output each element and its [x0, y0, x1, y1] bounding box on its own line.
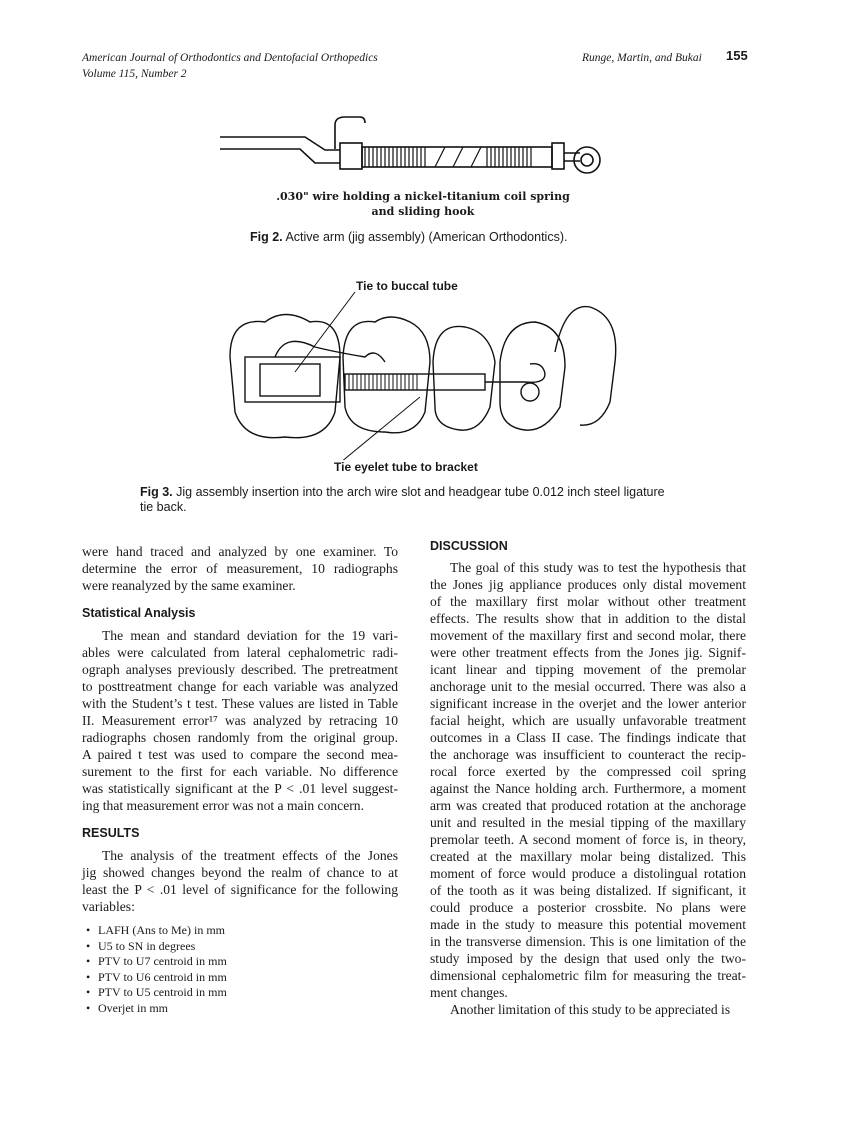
text-line: to posttreatment change for each variable was analyzed — [82, 679, 398, 694]
text-line: the Jones jig appliance produces only distal movement — [430, 577, 746, 592]
paragraph-discussion — [430, 559, 746, 1001]
text-line: against the Nance holding arch. Furthermore, a moment — [430, 781, 746, 796]
coil-spring — [365, 147, 531, 167]
paragraph-results — [82, 847, 398, 915]
figure-2-caption-text: Active arm (jig assembly) (American Orthodontics). — [285, 230, 568, 244]
figure-3-teeth-drawing — [225, 292, 625, 460]
figure-3-label: Fig 3. — [140, 485, 173, 499]
text-line: II. Measurement error¹⁷ was analyzed by retracing 10 — [82, 713, 398, 728]
text-line: outcomes in a Class II case. The findings indicate that — [430, 730, 746, 745]
text-line: facial height, which are usually unfavorable treatment — [430, 713, 746, 728]
list-item: • LAFH (Ans to Me) in mm — [86, 923, 225, 937]
figure-2-annotation — [273, 189, 573, 219]
text-line: in the transverse dimension. This is one limitation of the — [430, 934, 746, 949]
text-line: The goal of this study was to test the hypothesis that — [450, 560, 746, 575]
list-item-text: LAFH (Ans to Me) in mm — [98, 923, 225, 937]
list-item-text: PTV to U7 centroid in mm — [98, 954, 227, 969]
text-line: could produce a posterior crossbite. No plans were — [430, 900, 746, 915]
text-line: premolar teeth. A second moment of force is, in theory, — [430, 832, 746, 847]
left-column — [82, 543, 398, 1017]
text-line: ment changes. — [430, 985, 508, 1000]
figure-2-jig-drawing — [215, 115, 605, 195]
text-line: unit and resulted in the mesial tipping of the maxillary — [430, 815, 746, 830]
paragraph-statistical-analysis — [82, 627, 398, 814]
text-line: moment of force would produce a distolingual rotation — [430, 866, 746, 881]
text-line: made in the study to measure this potential movement — [430, 917, 746, 932]
text-line: determine the error of measurement, 10 radiographs — [82, 561, 398, 576]
text-line: significant increase in the overjet and the lower anterior — [430, 696, 746, 711]
list-item: • PTV to U6 centroid in mm — [86, 969, 227, 984]
header-authors: Runge, Martin, and Bukai — [582, 52, 702, 64]
figure-3-label-bottom: Tie eyelet tube to bracket — [334, 460, 478, 474]
text-line: anchorage unit to the mesial occurred. There was also a — [430, 679, 746, 694]
text-line: Another limitation of this study to be appreciated is — [450, 1002, 731, 1017]
list-item-text: PTV to U5 centroid in mm — [98, 985, 227, 1000]
text-line: The analysis of the treatment effects of the Jones — [102, 848, 398, 863]
section-heading-statistical-analysis: Statistical Analysis — [82, 606, 196, 620]
text-line: study imposed by the design that used only the two- — [430, 951, 746, 966]
page-number: 155 — [726, 48, 748, 63]
journal-volume: Volume 115, Number 2 — [82, 68, 187, 80]
list-item: • Overjet in mm — [86, 1000, 168, 1015]
text-line: of the tooth as it was being distalized. If significant, it — [430, 883, 746, 898]
text-line: The mean and standard deviation for the 19 vari- — [102, 628, 398, 643]
text-line: radiographs chosen randomly from the original group. — [82, 730, 398, 745]
list-item: • PTV to U5 centroid in mm — [86, 985, 227, 1000]
list-item-text: Overjet in mm — [98, 1000, 168, 1015]
text-line: created at the maxillary molar being distalized. This — [430, 849, 746, 864]
journal-title: American Journal of Orthodontics and Dentofacial Orthopedics — [82, 52, 378, 64]
text-line: ables were calculated from lateral cephalometric radi- — [82, 645, 398, 660]
figure-3-coil-spring — [349, 374, 417, 390]
figure-2-annotation-line-1: .030" wire holding a nickel-titanium coil spring — [276, 190, 570, 203]
text-line: ograph analyses previously described. The pretreatment — [82, 662, 398, 677]
list-item: • U5 to SN in degrees — [86, 938, 196, 953]
running-header — [82, 50, 378, 82]
figure-3-caption-line-1: Jig assembly insertion into the arch wire slot and headgear tube 0.012 inch steel ligature — [176, 485, 665, 499]
text-line: jig showed changes beyond the realm of chance to at — [82, 865, 398, 880]
text-line: A paired t test was used to compare the second mea- — [82, 747, 398, 762]
results-variable-list — [82, 923, 398, 1017]
text-line: movement of the maxillary first and second molar, there — [430, 628, 746, 643]
text-line: least the P < .01 level of significance for the following — [82, 882, 398, 897]
text-line: variables: — [82, 899, 135, 914]
figure-2-label: Fig 2. — [250, 230, 283, 244]
text-line: with the Student’s t test. These values are listed in Table — [82, 696, 398, 711]
text-line: were reanalyzed by the same examiner. — [82, 578, 296, 593]
text-line: the anchorage was insufficient to counteract the recip- — [430, 747, 746, 762]
text-line: rocal force exerted by the compressed coil spring — [430, 764, 746, 779]
text-line: ing that measurement error was not a main concern. — [82, 798, 364, 813]
text-line: surement to the first for each variable. No difference — [82, 764, 398, 779]
right-column — [430, 538, 746, 1018]
paragraph-intro — [82, 543, 398, 594]
text-line: were hand traced and analyzed by one examiner. To — [82, 544, 398, 559]
list-item-text: U5 to SN in degrees — [98, 938, 196, 953]
figure-3-label-top: Tie to buccal tube — [356, 279, 458, 293]
section-heading-discussion: DISCUSSION — [430, 539, 508, 553]
text-line: effects. The results show that in addition to the distal — [430, 611, 746, 626]
text-line: icant linear and tipping movement of the premolar — [430, 662, 746, 677]
figure-3-caption-line-2: tie back. — [140, 500, 187, 514]
text-line: of the maxillary first molar without other treatment — [430, 594, 746, 609]
figure-2-caption — [250, 230, 567, 245]
text-line: was statistically significant at the P < .01 level suggest- — [82, 781, 398, 796]
text-line: arm was created that produced rotation at the anchorage — [430, 798, 746, 813]
figure-2-annotation-line-2: and sliding hook — [371, 205, 475, 218]
list-item: • PTV to U7 centroid in mm — [86, 954, 227, 969]
text-line: were other treatment effects from the Jones jig. Signif- — [430, 645, 746, 660]
text-line: dimensional cephalometric film for measuring the treat- — [430, 968, 746, 983]
list-item-text: PTV to U6 centroid in mm — [98, 969, 227, 984]
figure-3-caption — [140, 485, 665, 515]
section-heading-results: RESULTS — [82, 826, 140, 840]
